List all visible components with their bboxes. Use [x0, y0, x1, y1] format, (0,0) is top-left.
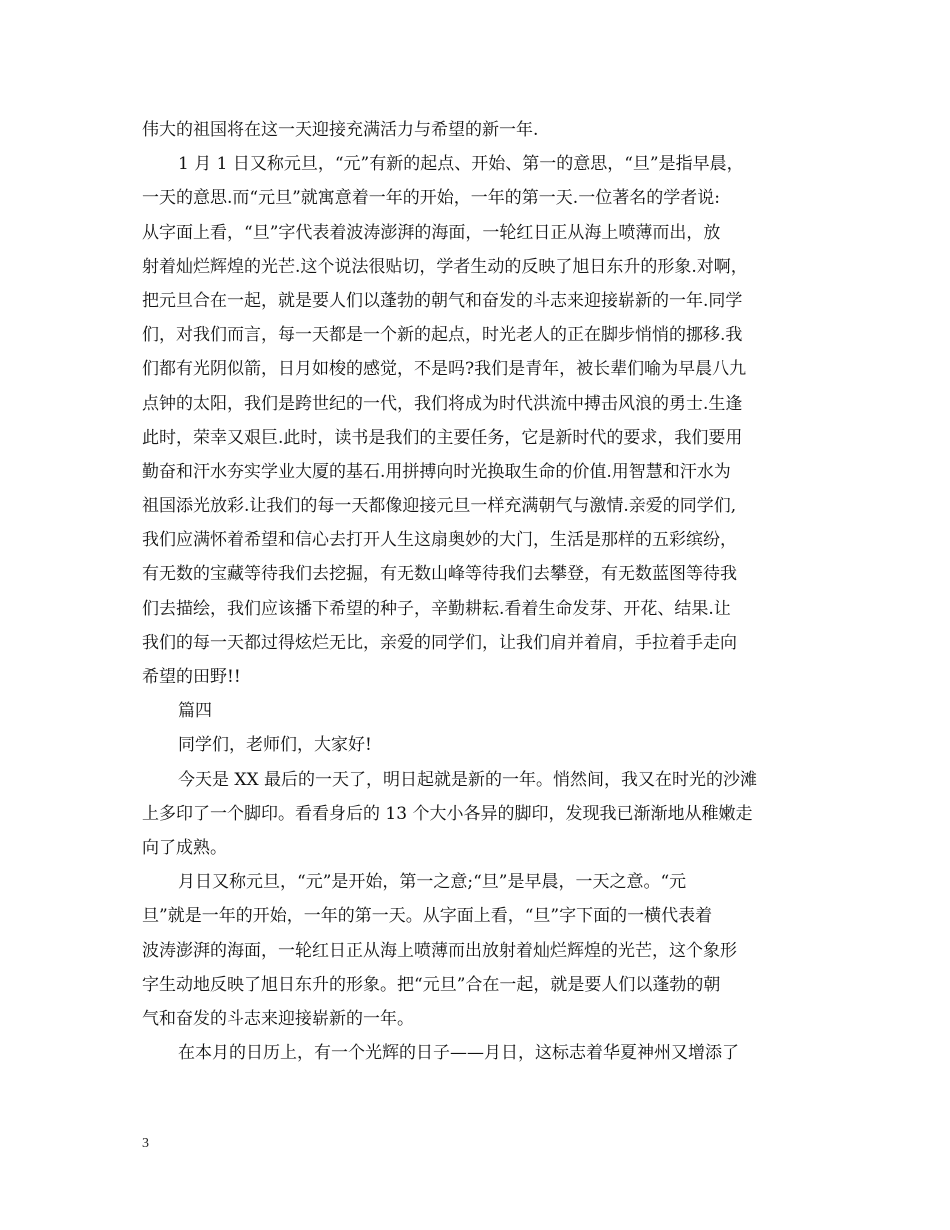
text-line: 在本月的日历上，有一个光辉的日子——月日，这标志着华夏神州又增添了: [178, 1043, 739, 1064]
text-line: 月日又称元旦，“元”是开始，第一之意;“旦”是早晨，一天之意。“元: [178, 872, 687, 893]
text-line: 点钟的太阳，我们是跨世纪的一代，我们将成为时代洪流中搏击风浪的勇士.生逢: [142, 393, 743, 414]
text-line: 把元旦合在一起，就是要人们以蓬勃的朝气和奋发的斗志来迎接崭新的一年.同学: [142, 290, 743, 311]
text-line: 勤奋和汗水夯实学业大厦的基石.用拼搏向时光换取生命的价值.用智慧和汗水为: [142, 461, 731, 482]
text-line: 希望的田野!!: [142, 667, 241, 687]
text-line: 祖国添光放彩.让我们的每一天都像迎接元旦一样充满朝气与激情.亲爱的同学们,: [142, 496, 737, 517]
greeting-line: 同学们，老师们，大家好!: [178, 735, 372, 756]
text-line: 们都有光阴似箭，日月如梭的感觉，不是吗?我们是青年，被长辈们喻为早晨八九: [142, 359, 747, 380]
text-line: 我们的每一天都过得炫烂无比，亲爱的同学们，让我们肩并着肩，手拉着手走向: [142, 632, 737, 653]
page-number: 3: [142, 1136, 149, 1151]
text-line: 从字面上看，“旦”字代表着波涛澎湃的海面，一轮红日正从海上喷薄而出，放: [142, 222, 721, 243]
section-heading: 篇四: [178, 701, 212, 722]
text-line: 1 月 1 日又称元旦，“元”有新的起点、开始、第一的意思，“旦”是指早晨，: [178, 154, 744, 175]
text-line: 气和奋发的斗志来迎接崭新的一年。: [142, 1008, 414, 1029]
text-line: 们，对我们而言，每一天都是一个新的起点，时光老人的正在脚步悄悄的挪移.我: [142, 325, 743, 346]
text-line: 旦”就是一年的开始，一年的第一天。从字面上看，“旦”字下面的一横代表着: [142, 906, 713, 927]
text-line: 波涛澎湃的海面，一轮红日正从海上喷薄而出放射着灿烂辉煌的光芒，这个象形: [142, 940, 737, 961]
text-line: 伟大的祖国将在这一天迎接充满活力与希望的新一年.: [142, 120, 539, 140]
text-line: 向了成熟。: [142, 837, 227, 858]
text-line: 上多印了一个脚印。看看身后的 13 个大小各异的脚印，发现我已渐渐地从稚嫩走: [142, 803, 753, 824]
text-line: 们去描绘，我们应该播下希望的种子，辛勤耕耘.看着生命发芽、开花、结果.让: [142, 598, 731, 619]
text-line: 字生动地反映了旭日东升的形象。把“元旦”合在一起，就是要人们以蓬勃的朝: [142, 974, 721, 995]
document-body: [142, 113, 832, 1070]
text-line: 一天的意思.而“元旦”就寓意着一年的开始，一年的第一天.一位著名的学者说:: [142, 188, 720, 209]
text-line: 有无数的宝藏等待我们去挖掘，有无数山峰等待我们去攀登，有无数蓝图等待我: [142, 564, 737, 585]
text-line: 射着灿烂辉煌的光芒.这个说法很贴切，学者生动的反映了旭日东升的形象.对啊，: [142, 256, 748, 277]
text-line: 此时，荣幸又艰巨.此时，读书是我们的主要任务，它是新时代的要求，我们要用: [142, 427, 743, 448]
text-line: 今天是 XX 最后的一天了，明日起就是新的一年。悄然间，我又在时光的沙滩: [178, 769, 758, 790]
text-line: 我们应满怀着希望和信心去打开人生这扇奥妙的大门，生活是那样的五彩缤纷，: [142, 530, 737, 551]
